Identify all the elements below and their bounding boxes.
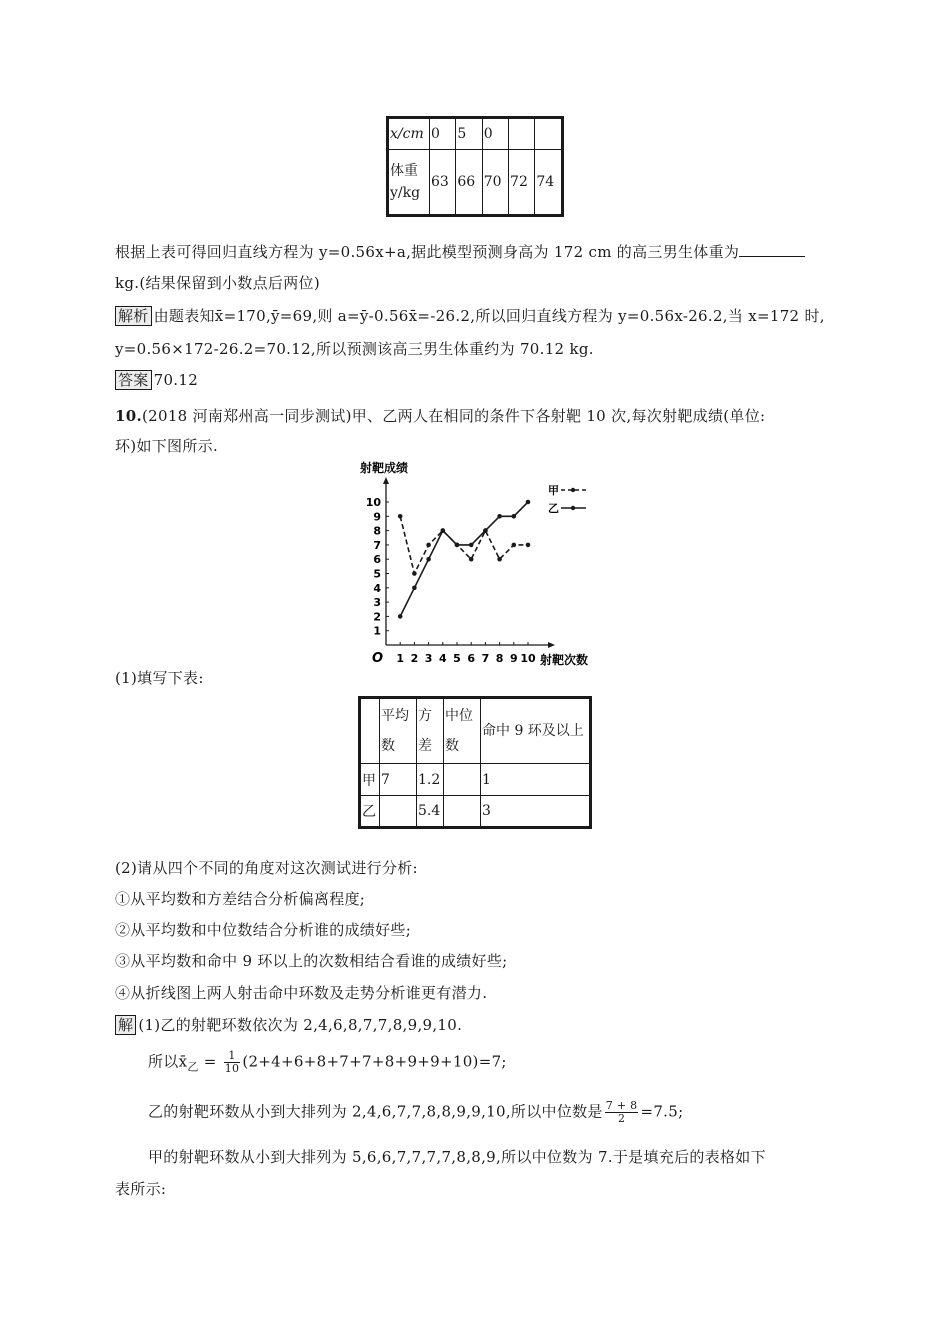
table-cell: x/cm (388, 118, 430, 150)
solution-line2 (148, 1050, 507, 1075)
table-row (360, 796, 591, 828)
x-tick-label: 4 (438, 652, 447, 665)
legend-marker (571, 488, 575, 492)
data-point (526, 543, 531, 548)
q10-stem-line2: 环)如下图所示. (115, 437, 219, 455)
y-tick-label: 9 (373, 510, 381, 524)
x-tick-label: 10 (520, 652, 536, 665)
q9-analysis-line1 (115, 305, 825, 326)
fraction: $\frac{7 + 8}{2}$ (605, 1099, 638, 1125)
q10-stem-text: (2018 河南郑州高一同步测试)甲、乙两人在相同的条件下各射靶 10 次,每次射靶成绩(单位: (142, 407, 766, 425)
table-cell: 方差 (417, 698, 444, 764)
table-cell (380, 796, 417, 828)
q10-part2: (2)请从四个不同的角度对这次测试进行分析: (115, 859, 418, 877)
y-tick-label: 4 (373, 581, 381, 595)
table-cell: 1.2 (417, 764, 444, 796)
statistics-table (358, 696, 592, 829)
data-point (483, 528, 488, 533)
data-point (412, 571, 417, 576)
x-tick-label: 8 (495, 652, 504, 665)
data-point (526, 500, 531, 505)
table-cell: 63 (430, 150, 456, 216)
solution-tag: 解 (115, 1015, 136, 1035)
data-point (497, 514, 502, 519)
answer-value: 70.12 (153, 371, 199, 389)
table-cell: 7 (380, 764, 417, 796)
table-cell: 72 (509, 150, 535, 216)
q10-stem-line1 (115, 405, 765, 426)
data-point (512, 514, 517, 519)
table-cell: 乙 (360, 796, 380, 828)
table-cell: 74 (535, 150, 563, 216)
table-row (360, 764, 591, 796)
data-point (441, 528, 446, 533)
q9-question-line1 (115, 241, 805, 262)
answer-tag: 答案 (115, 370, 152, 390)
y-tick-label: 8 (373, 524, 381, 538)
table-cell: 甲 (360, 764, 380, 796)
chart-title: 射靶成绩 (360, 461, 409, 475)
x-tick-label: 6 (467, 652, 476, 665)
data-point (512, 543, 517, 548)
q9-analysis-line2: y=0.56×172-26.2=70.12,所以预测该高三男生体重约为 70.12 kg. (115, 340, 594, 358)
y-tick-label: 3 (373, 596, 381, 610)
median-value: =7.5; (640, 1102, 684, 1121)
table-cell: 3 (481, 796, 591, 828)
table-cell: 0 (430, 118, 456, 150)
height-weight-table (386, 116, 564, 217)
y-tick-label: 2 (373, 610, 381, 624)
q10-item-3: ③从平均数和命中 9 环以上的次数相结合看谁的成绩好些; (115, 952, 508, 970)
y-tick-label: 7 (373, 538, 381, 552)
fraction: $\frac{1}{10}$ (224, 1049, 240, 1075)
data-point (426, 557, 431, 562)
table-cell: 70 (482, 150, 508, 216)
legend-label: 甲 (548, 484, 559, 497)
table-cell: 中位数 (444, 698, 481, 764)
table-cell: 5.4 (417, 796, 444, 828)
legend-marker (571, 506, 575, 510)
q9-question-line2: kg.(结果保留到小数点后两位) (115, 274, 320, 292)
analysis-tag: 解析 (115, 306, 152, 326)
q9-question-text: 根据上表可得回归直线方程为 y=0.56x+a,据此模型预测身高为 172 cm 的高三男生体重为 (115, 243, 740, 261)
solution-line1 (115, 1014, 462, 1035)
x-tick-label: 3 (424, 652, 433, 665)
q9-answer-line (115, 370, 198, 390)
data-point (426, 543, 431, 548)
table-row (360, 698, 591, 764)
analysis-text: 由题表知x̄=170,ȳ=69,则 a=ȳ-0.56x̄=-26.2,所以回归直线方程为 y=0.56x-26.2,当 x=172 时, (153, 307, 825, 325)
x-tick-label: 2 (410, 652, 419, 665)
table-cell: 1 (481, 764, 591, 796)
data-point (398, 514, 403, 519)
table-cell: 平均数 (380, 698, 417, 764)
mean-expression: (2+4+6+8+7+7+8+9+9+10)=7; (242, 1052, 507, 1071)
question-number: 10. (115, 407, 142, 425)
y-tick-label: 5 (373, 567, 381, 581)
q10-item-4: ④从折线图上两人射击命中环数及走势分析谁更有潜力. (115, 984, 488, 1002)
solution-line4: 甲的射靶环数从小到大排列为 5,6,6,7,7,7,7,8,8,9,所以中位数为 7.于是填充后的表格如下 (148, 1148, 766, 1166)
series-line-2 (400, 502, 528, 616)
answer-blank (739, 242, 805, 257)
median-text: 乙的射靶环数从小到大排列为 2,4,6,7,7,8,8,9,9,10,所以中位数是 (148, 1102, 603, 1121)
mean-symbol: 所以x̄ (148, 1052, 188, 1071)
x-axis-label: 射靶次数 (540, 653, 589, 667)
equals-sign: = (198, 1052, 222, 1071)
q10-item-1: ①从平均数和方差结合分析偏离程度; (115, 890, 366, 908)
x-tick-label: 5 (453, 652, 461, 665)
table-row (388, 118, 563, 150)
y-axis-arrow (383, 477, 389, 484)
x-tick-label: 7 (481, 652, 490, 665)
y-tick-label: 1 (373, 624, 381, 638)
x-tick-label: 1 (396, 652, 405, 665)
data-point (469, 543, 474, 548)
mean-subscript: 乙 (187, 1060, 199, 1074)
table-cell (535, 118, 563, 150)
data-point (412, 586, 417, 591)
solution-text: (1)乙的射靶环数依次为 2,4,6,8,7,7,8,9,9,10. (138, 1016, 463, 1034)
legend-label: 乙 (548, 502, 559, 515)
table-cell: 命中 9 环及以上 (481, 698, 591, 764)
table-row (388, 150, 563, 216)
q10-part1: (1)填写下表: (115, 669, 204, 687)
y-tick-label: 10 (365, 496, 381, 509)
table-cell: 66 (456, 150, 482, 216)
x-tick-label: 9 (509, 652, 518, 665)
data-point (469, 557, 474, 562)
shooting-score-chart (340, 455, 610, 670)
table-cell: 5 (456, 118, 482, 150)
q10-item-2: ②从平均数和中位数结合分析谁的成绩好些; (115, 921, 412, 939)
data-point (455, 543, 460, 548)
data-point (398, 614, 403, 619)
table-cell (360, 698, 380, 764)
solution-line5: 表所示: (115, 1180, 167, 1198)
data-point (497, 557, 502, 562)
origin-label: O (372, 651, 384, 666)
table-cell: 0 (482, 118, 508, 150)
table-cell: 体重y/kg (388, 150, 430, 216)
y-tick-label: 6 (373, 553, 381, 567)
solution-line3 (148, 1100, 683, 1125)
x-axis-arrow (548, 642, 555, 648)
table-cell (444, 764, 481, 796)
table-cell (509, 118, 535, 150)
table-cell (444, 796, 481, 828)
